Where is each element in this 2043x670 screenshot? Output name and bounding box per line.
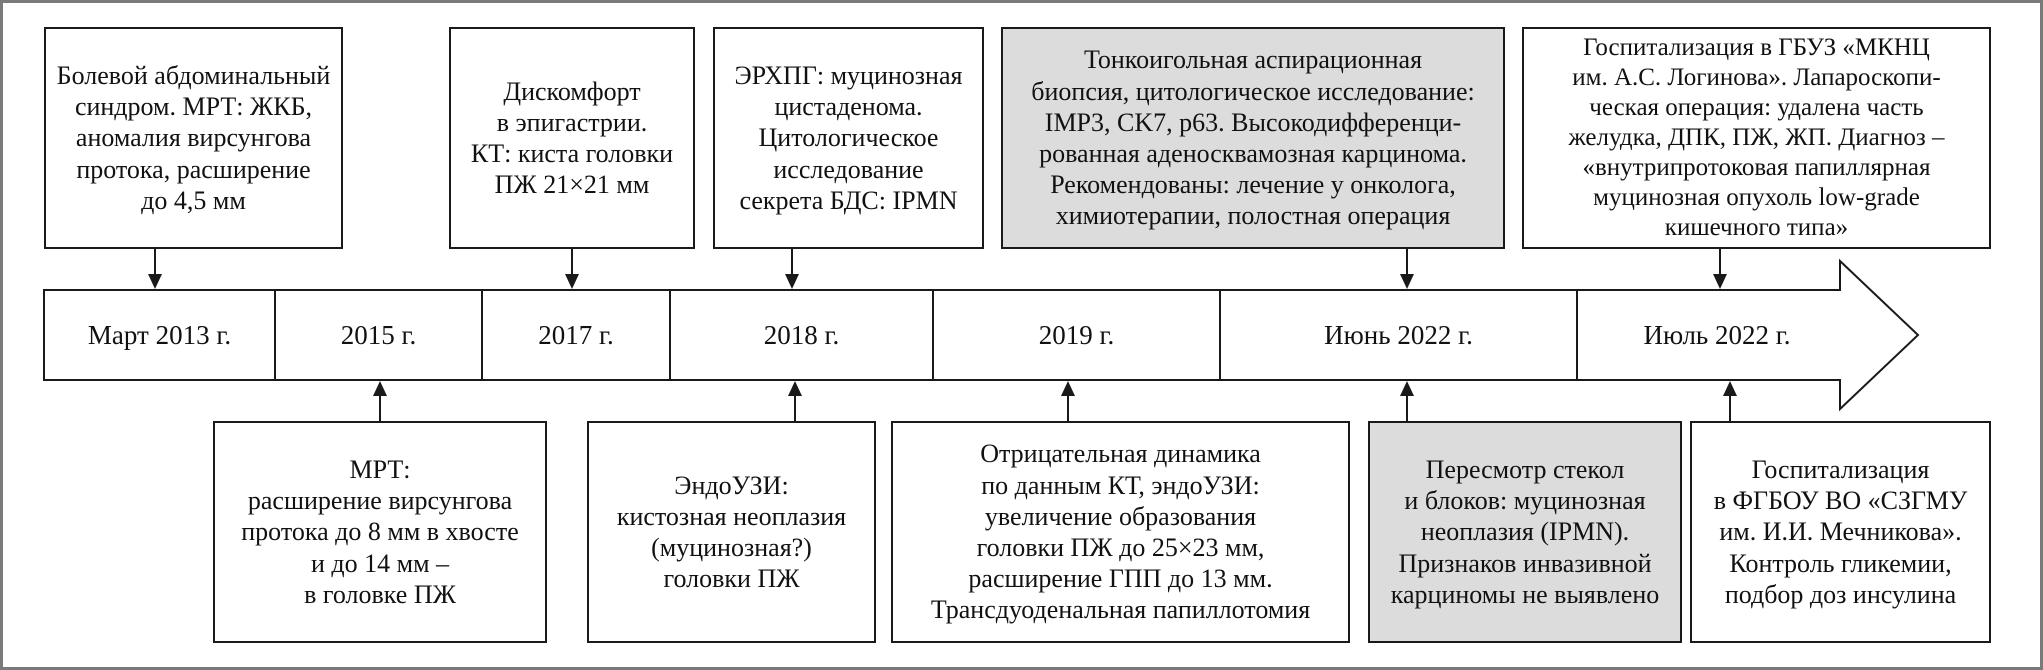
event-box-bottom	[1690, 421, 1991, 643]
timeline-period-label: Июль 2022 г.	[1643, 319, 1791, 350]
event-text	[471, 76, 673, 201]
event-text-line: в эпигастрии.	[496, 107, 648, 137]
event-text-line: исследование	[773, 154, 924, 184]
event-box-top	[1522, 27, 1991, 249]
connector-arrowhead	[788, 381, 802, 396]
timeline-period-label: 2015 г.	[340, 319, 417, 350]
event-text-line: синдром. МРТ: ЖКБ,	[74, 92, 313, 122]
event-text-line: кистозная неоплазия	[616, 501, 847, 531]
event-text-line: КТ: киста головки	[470, 139, 674, 168]
connector-arrowhead	[373, 381, 387, 396]
event-text-line: головки ПЖ	[663, 564, 800, 594]
event-text-line: Болевой абдоминальный	[56, 61, 331, 91]
timeline-period-label: 2017 г.	[538, 319, 614, 350]
timeline-period-label: Июнь 2022 г.	[1324, 319, 1473, 350]
event-text-line: ЭРХПГ: муцинозная	[734, 61, 963, 91]
event-box-bottom-highlight	[1368, 421, 1682, 643]
event-text	[617, 470, 846, 595]
connector-arrowhead	[565, 274, 579, 289]
event-box-bottom	[891, 421, 1350, 643]
connector-arrowhead	[1061, 381, 1075, 396]
event-text-line: в головке ПЖ	[304, 579, 456, 609]
event-text-line: Госпитализация в ГБУЗ «МКНЦ	[1583, 34, 1930, 61]
event-text-line: подбор доз инсулина	[1724, 579, 1957, 609]
event-text-line: им. И.И. Мечникова».	[1719, 517, 1962, 547]
connector-arrowhead	[1723, 381, 1737, 396]
event-text	[735, 60, 963, 216]
timeline-period-label: 2018 г.	[763, 319, 840, 350]
event-text-line: ческая операция: удалена часть	[1589, 94, 1924, 121]
event-text-line: (муцинозная?)	[651, 533, 812, 562]
event-text-line: IMP3, CK7, p63. Высокодифференци-	[1044, 107, 1462, 137]
event-text-line: до 4,5 мм	[141, 185, 246, 215]
event-text-line: Госпитализация	[1751, 455, 1930, 485]
event-text-line: Признаков инвазивной	[1398, 548, 1652, 578]
event-text-line: кишечного типа»	[1664, 214, 1849, 241]
event-text-line: Контроль гликемии,	[1729, 548, 1952, 578]
connector-arrowhead	[148, 274, 162, 289]
event-text	[1391, 454, 1659, 610]
connector-arrowhead	[1400, 274, 1414, 289]
event-box-bottom	[587, 421, 876, 643]
event-text-line: карциномы не выявлено	[1390, 579, 1660, 609]
event-box-top	[449, 27, 695, 249]
event-text-line: муцинозная опухоль low-grade	[1593, 184, 1920, 211]
event-text-line: расширение вирсунгова	[247, 486, 513, 516]
event-text-line: Тонкоигольная аспирационная	[1083, 45, 1423, 75]
event-text-line: Дискомфорт	[503, 76, 641, 106]
event-text-line: секрета БДС: IPMN	[739, 185, 958, 215]
event-text	[1031, 44, 1474, 231]
event-text	[1568, 33, 1944, 243]
event-box-bottom	[213, 421, 547, 643]
event-text	[1714, 454, 1968, 610]
event-text-line: Трансдуоденальная папиллотомия	[930, 595, 1311, 625]
event-text-line: по данным КТ, эндоУЗИ:	[981, 470, 1260, 500]
event-text-line: и блоков: муцинозная	[1404, 486, 1646, 516]
event-text-line: Пересмотр стекол	[1425, 455, 1625, 485]
event-text-line: Отрицательная динамика	[980, 439, 1261, 469]
event-text-line: химиотерапии, полостная операция	[1055, 201, 1451, 231]
event-text-line: неоплазия (IPMN).	[1420, 517, 1630, 547]
event-text	[241, 454, 518, 610]
event-text-line: биопсия, цитологическое исследование:	[1031, 76, 1475, 106]
event-text-line: аномалия вирсунгова	[75, 123, 312, 153]
event-text-line: МРТ:	[349, 455, 411, 485]
connector-arrowhead	[1400, 381, 1414, 396]
event-text-line: головки ПЖ до 25×23 мм,	[976, 533, 1265, 562]
event-text-line: «внутрипротоковая папиллярная	[1582, 154, 1931, 181]
timeline-period-label: 2019 г.	[1038, 319, 1115, 350]
event-text	[57, 60, 331, 216]
event-text-line: увеличение образования	[984, 501, 1257, 531]
event-text-line: протока до 8 мм в хвосте	[241, 517, 519, 547]
event-text-line: желудка, ДПК, ПЖ, ЖП. Диагноз –	[1568, 124, 1945, 151]
connector-arrowhead	[785, 274, 799, 289]
timeline-period-label: Март 2013 г.	[87, 319, 232, 350]
event-text-line: и до 14 мм –	[310, 548, 450, 578]
event-text-line: им. А.С. Логинова». Лапароскопи-	[1572, 64, 1941, 91]
event-text-line: Рекомендованы: лечение у онколога,	[1050, 170, 1456, 200]
event-text-line: ПЖ 21×21 мм	[494, 170, 650, 200]
event-box-top	[713, 27, 984, 249]
event-text-line: протока, расширение	[76, 154, 311, 184]
event-text-line: ЭндоУЗИ:	[674, 470, 789, 500]
connector-arrowhead	[1713, 274, 1727, 289]
event-text	[931, 438, 1310, 625]
event-text-line: Цитологическое	[758, 123, 939, 153]
event-text-line: рованная аденосквамозная карцинома.	[1039, 139, 1467, 168]
event-box-top	[44, 27, 343, 249]
event-text-line: цистаденома.	[774, 92, 923, 122]
event-text-line: в ФГБОУ ВО «СЗГМУ	[1713, 486, 1968, 516]
event-text-line: расширение ГПП до 13 мм.	[968, 564, 1273, 594]
event-box-top-highlight	[1001, 27, 1505, 249]
